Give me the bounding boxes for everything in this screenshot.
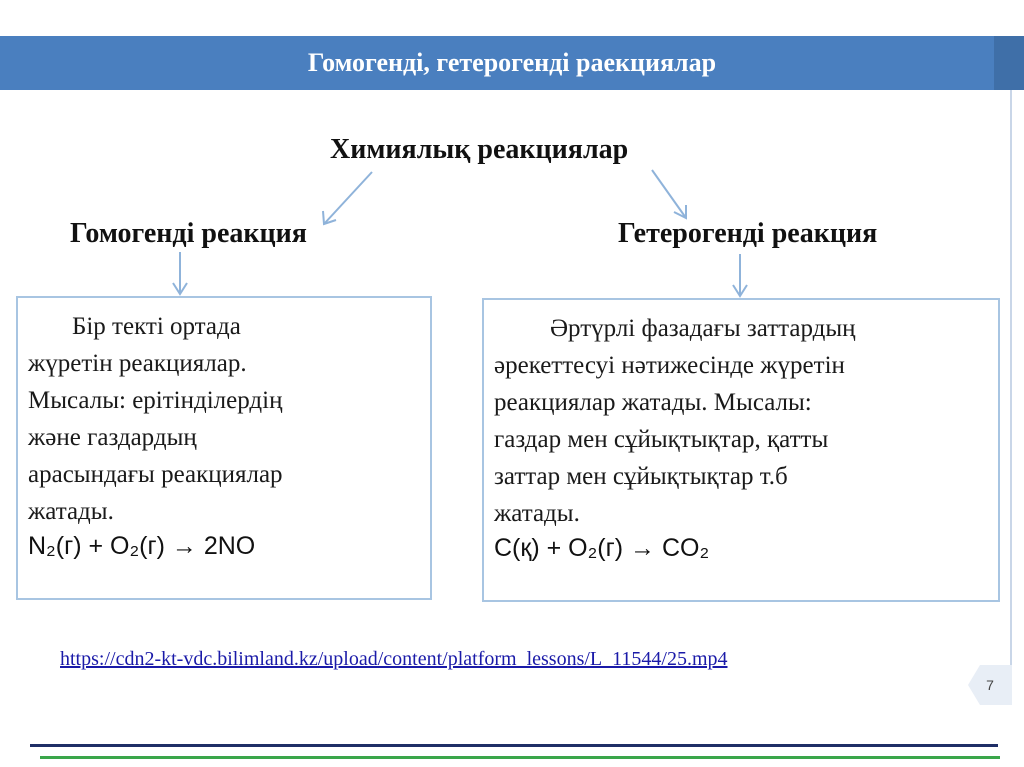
slide-title: Гомогенді, гетерогенді раекциялар <box>307 48 717 77</box>
arrow-to-right-heading <box>652 170 686 218</box>
left-text-line: және газдардың <box>28 424 197 451</box>
right-text-line: әрекеттесуі нәтижесінде жүретін <box>494 352 845 379</box>
main-heading: Химиялық реакциялар <box>330 134 629 165</box>
footer-line-navy <box>30 744 998 747</box>
video-link[interactable]: https://cdn2-kt-vdc.bilimland.kz/upload/content/platform_lessons/L_11544/25.mp4 <box>60 648 728 670</box>
right-text-line: жатады. <box>494 500 580 527</box>
right-text-line: реакциялар жатады. Мысалы: <box>494 389 812 416</box>
homogeneous-box <box>16 296 432 600</box>
heterogeneous-box <box>482 298 1000 602</box>
right-text-line: заттар мен сұйықтықтар т.б <box>494 463 788 490</box>
right-text-line: Әртүрлі фазадағы заттардың <box>550 315 856 342</box>
page-number-badge <box>968 665 1012 705</box>
page-number: 7 <box>986 677 994 693</box>
right-heading: Гетерогенді реакция <box>618 218 878 249</box>
arrow-to-left-heading <box>324 172 372 224</box>
left-text-line: жатады. <box>28 498 114 525</box>
footer-line-green <box>40 756 1000 759</box>
left-heading: Гомогенді реакция <box>70 218 307 249</box>
left-formula: N₂(г) + O₂(г) → 2NO <box>28 532 256 560</box>
right-text-line: газдар мен сұйықтықтар, қатты <box>494 426 829 453</box>
left-text-line: жүретін реакциялар. <box>28 350 247 377</box>
left-text-line: Бір текті ортада <box>72 313 241 340</box>
right-formula: С(қ) + O₂(г) → СO₂ <box>494 534 710 562</box>
left-text-line: арасындағы реакциялар <box>28 461 283 488</box>
left-text-line: Мысалы: ерітінділердің <box>28 387 283 414</box>
